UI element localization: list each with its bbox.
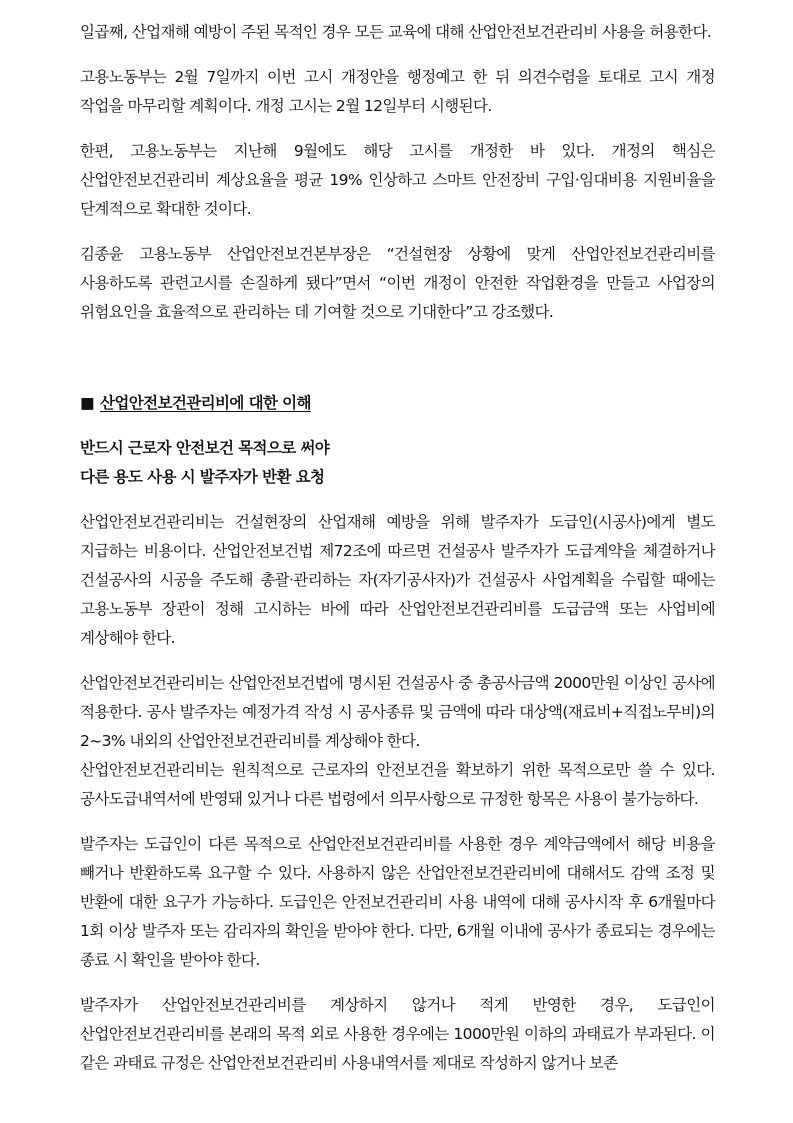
paragraph-application: 산업안전보건관리비는 산업안전보건법에 명시된 건설공사 중 총공사금액 2000만원 이상인 공사에 적용한다. 공사 발주자는 예정가격 작성 시 공사종류 및 금액에 따라 대상액(재료비+직접노무비)의 2~3% 내외의 산업안전보건관리비를 계상해야 한다. [80,674,715,750]
paragraph-gap [80,121,715,137]
section-heading [80,389,715,418]
paragraph-quote: 김종윤 고용노동부 산업안전보건본부장은 “건설현장 상황에 맞게 산업안전보건관리비를 사용하도록 관련고시를 손질하게 됐다”면서 “이번 개정이 안전한 작업환경을 만들고 사업장의 위험요인을 효율적으로 관리하는 데 기여할 것으로 기대한다”고 강조했다. [80,245,715,321]
paragraph-gap [80,224,715,240]
paragraph-gap [80,814,715,830]
paragraph-refund: 발주자는 도급인이 다른 목적으로 산업안전보건관리비를 사용한 경우 계약금액에서 해당 비용을 빼거나 반환하도록 요구할 수 있다. 사용하지 않은 산업안전보건관리비에 대해서도 감액 조정 및 반환에 대한 요구가 가능하다. 도급인은 안전보건관리비 사용 내역에 대해 공사시작 후 6개월마다 1회 이상 발주자 또는 감리자의 확인을 받아야 한다. 다만, 6개월 이내에 공사가 종료되는 경우에는 종료 시 확인을 받아야 한다. [80,835,715,969]
section-gap [80,327,715,389]
paragraph-gap [80,653,715,669]
paragraph-gap [80,975,715,991]
paragraph-gap [80,418,715,434]
sub-heading-line-2: 다른 용도 사용 시 발주자가 반환 요청 [80,468,325,486]
paragraph-penalty: 발주자가 산업안전보건관리비를 계상하지 않거나 적게 반영한 경우, 도급인이 산업안전보건관리비를 본래의 목적 외로 사용한 경우에는 1000만원 이하의 과태료가 부과된다. 이 같은 과태료 규정은 산업안전보건관리비 사용내역서를 제대로 작성하지 않거나 보존 [80,996,715,1072]
paragraph-gap [80,492,715,508]
paragraph-previous-revision: 한편, 고용노동부는 지난해 9월에도 해당 고시를 개정한 바 있다. 개정의 핵심은 산업안전보건관리비 계상요율을 평균 19% 인상하고 스마트 안전장비 구입·임대비용 지원비율을 단계적으로 확대한 것이다. [80,142,715,218]
section-title: 산업안전보건관리비에 대한 이해 [100,394,311,412]
paragraph-definition: 산업안전보건관리비는 건설현장의 산업재해 예방을 위해 발주자가 도급인(시공사)에게 별도 지급하는 비용이다. 산업안전보건법 제72조에 따르면 건설공사 발주자가 도급계약을 체결하거나 건설공사의 시공을 주도해 총괄·관리하는 자(자기공사자)가 건설공사 사업계획을 수립할 때에는 고용노동부 장관이 정해 고시하는 바에 따라 산업안전보건관리비를 도급금액 또는 사업비에 계상해야 한다. [80,513,715,647]
square-bullet-icon: ■ [80,394,95,412]
sub-heading-line-1: 반드시 근로자 안전보건 목적으로 써야 [80,439,330,457]
paragraph-purpose: 산업안전보건관리비는 원칙적으로 근로자의 안전보건을 확보하기 위한 목적으로만 쓸 수 있다. 공사도급내역서에 반영돼 있거나 다른 법령에서 의무사항으로 규정한 항목은 사용이 불가능하다. [80,761,715,808]
paragraph-schedule: 고용노동부는 2월 7일까지 이번 고시 개정안을 행정예고 한 뒤 의견수렴을 토대로 고시 개정 작업을 마무리할 계획이다. 개정 고시는 2월 12일부터 시행된다. [80,68,715,115]
paragraph-seventh-item: 일곱째, 산업재해 예방이 주된 목적인 경우 모든 교육에 대해 산업안전보건관리비 사용을 허용한다. [80,23,712,41]
paragraph-gap [80,47,715,63]
